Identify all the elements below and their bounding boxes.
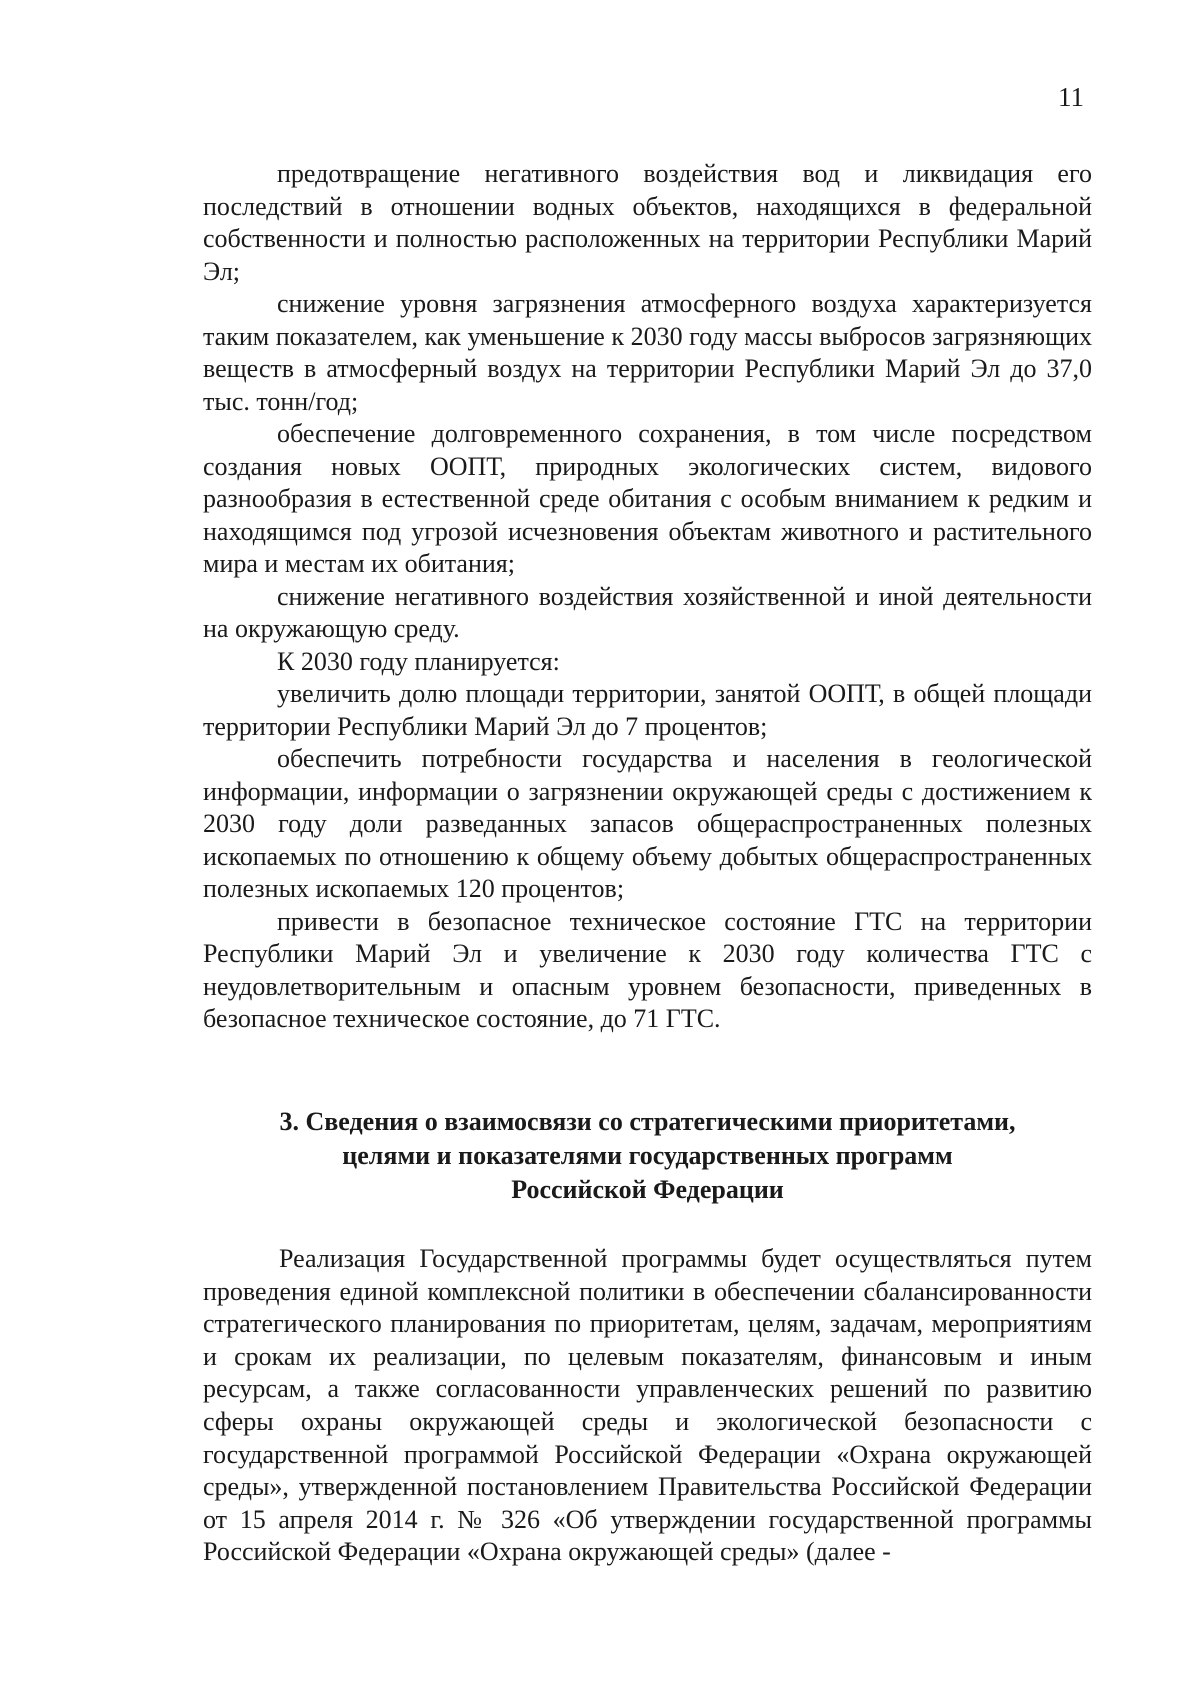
body-text <box>203 158 1092 1036</box>
paragraph-program-implementation: Реализация Государственной программы будет осуществляться путем проведения единой комплексной политики в обеспечении сбалансированности стратегического планирования по приоритетам, целям, задачам, мероприятиям и срокам их реализации, по целевым показателям, финансовым и иным ресурсам, а также согласованности управленческих решений по развитию сферы охраны окружающей среды и экологической безопасности с государственной программой Российской Федерации «Охрана окружающей среды», утвержденной постановлением Правительства Российской Федерации от 15 апреля 2014 г. № 326 «Об утверждении государственной программы Российской Федерации «Охрана окружающей среды» (далее - <box>203 1244 1092 1567</box>
section-heading-line: Российской Федерации <box>511 1175 784 1204</box>
section-text <box>203 1243 1092 1569</box>
paragraph-ecosystem-preservation: обеспечение долговременного сохранения, в том числе посредством создания новых ООПТ, природных экологических систем, видового разнообразия в естественной среде обитания с особым вниманием к редким и находящимся под угрозой исчезновения объектам животного и растительного мира и местам их обитания; <box>203 419 1092 578</box>
section-heading-line: 3. Сведения о взаимосвязи со стратегическими приоритетами, <box>279 1107 1016 1136</box>
paragraph-air-pollution: снижение уровня загрязнения атмосферного воздуха характеризуется таким показателем, как уменьшение к 2030 году массы выбросов загрязняющих веществ в атмосферный воздух на территории Республики Марий Эл до 37,0 тыс. тонн/год; <box>203 289 1092 416</box>
paragraph-water-impact: предотвращение негативного воздействия вод и ликвидация его последствий в отношении водных объектов, находящихся в федеральной собственности и полностью расположенных на территории Республики Марий Эл; <box>203 159 1092 286</box>
page-number: 11 <box>1058 82 1084 112</box>
paragraph-geological-info: обеспечить потребности государства и населения в геологической информации, информации о загрязнении окружающей среды с достижением к 2030 году доли разведанных запасов общераспространенных полезных ископаемых по отношению к общему объему добытых общераспространенных полезных ископаемых 120 процентов; <box>203 744 1092 903</box>
paragraph-plans-2030: К 2030 году планируется: <box>277 646 560 676</box>
section-heading-line: целями и показателями государственных программ <box>342 1141 953 1170</box>
section-heading <box>203 1105 1092 1207</box>
paragraph-hydraulic-structures: привести в безопасное техническое состояние ГТС на территории Республики Марий Эл и увеличение к 2030 году количества ГТС с неудовлетворительным и опасным уровнем безопасности, приведенных в безопасное техническое состояние, до 71 ГТС. <box>203 906 1092 1033</box>
paragraph-protected-areas: увеличить долю площади территории, занятой ООПТ, в общей площади территории Республики Марий Эл до 7 процентов; <box>203 679 1092 741</box>
paragraph-negative-impact: снижение негативного воздействия хозяйственной и иной деятельности на окружающую среду. <box>203 581 1092 643</box>
